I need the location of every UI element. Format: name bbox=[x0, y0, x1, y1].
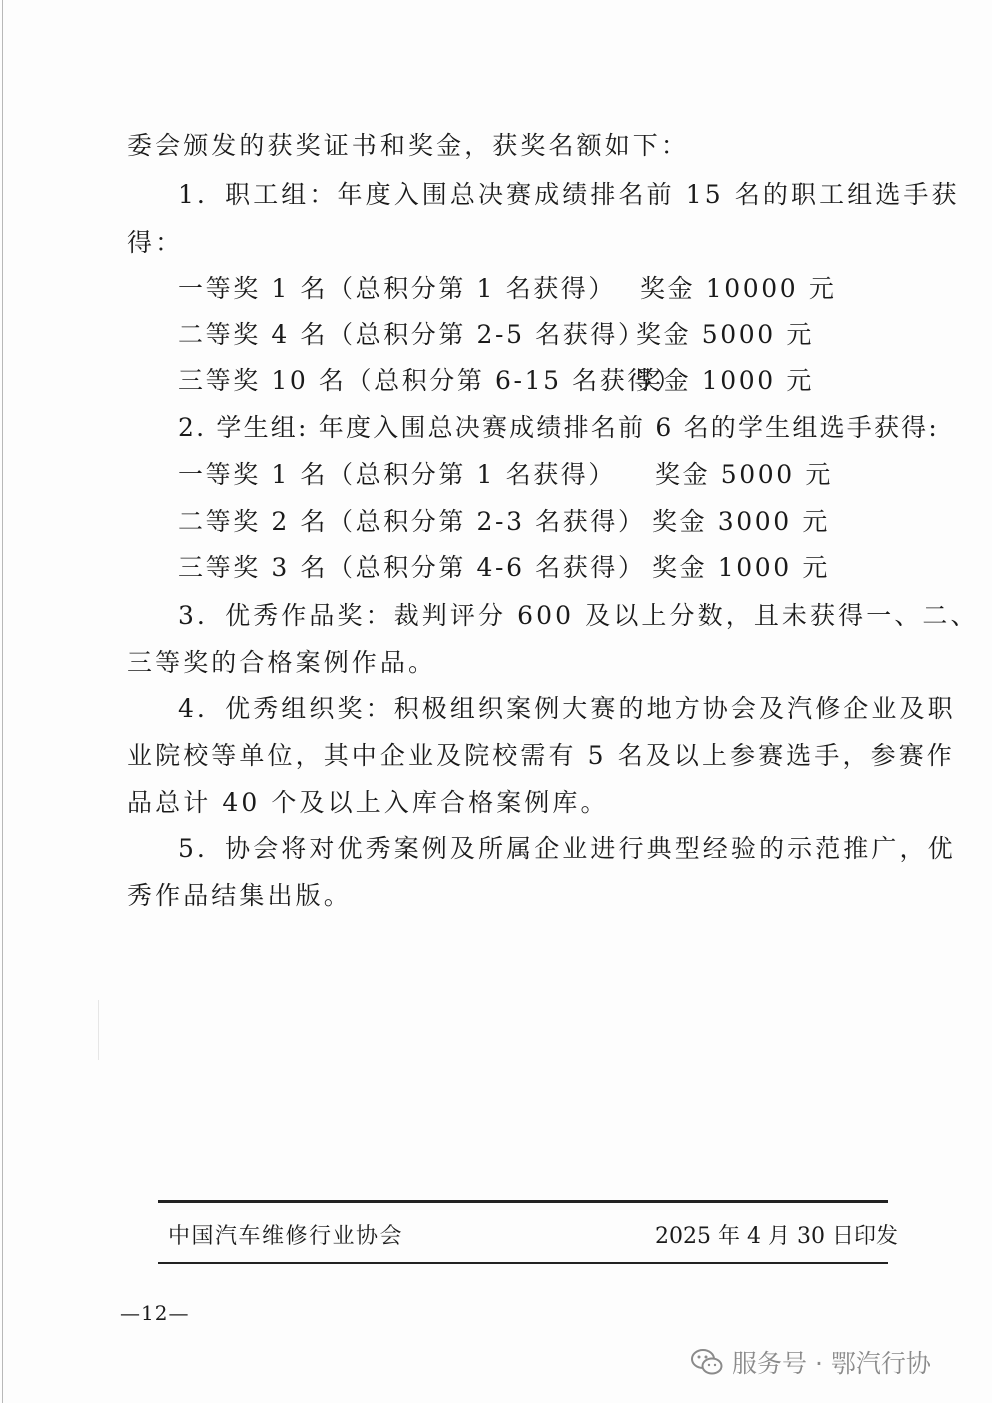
student-prize-2-label: 二等奖 2 名（总积分第 2-3 名获得） bbox=[178, 507, 646, 536]
student-prize-2-money: 奖金 3000 元 bbox=[652, 507, 830, 536]
watermark bbox=[690, 1344, 931, 1380]
scan-edge bbox=[2, 0, 3, 1403]
item-1-staff: 1．职工组：年度入围总决赛成绩排名前 15 名的职工组选手获 bbox=[178, 180, 960, 209]
student-prize-1-label: 一等奖 1 名（总积分第 1 名获得） bbox=[178, 460, 616, 489]
staff-prize-1-money: 奖金 10000 元 bbox=[640, 274, 837, 303]
body-line: 委会颁发的获奖证书和奖金，获奖名额如下： bbox=[127, 131, 690, 160]
page-number: —12— bbox=[120, 1301, 190, 1325]
staff-prize-2-money: 奖金 5000 元 bbox=[636, 320, 814, 349]
item-2-student: 2. 学生组: 年度入围总决赛成绩排名前 6 名的学生组选手获得: bbox=[178, 413, 939, 442]
item-1-staff-cont: 得： bbox=[127, 228, 184, 257]
item-4-organization-cont2: 品总计 40 个及以上入库合格案例库。 bbox=[127, 788, 609, 817]
student-prize-1-money: 奖金 5000 元 bbox=[655, 460, 833, 489]
staff-prize-3-money: 奖金 1000 元 bbox=[636, 366, 814, 395]
footer-date: 2025 年 4 月 30 日印发 bbox=[655, 1224, 898, 1249]
item-3-works: 3．优秀作品奖：裁判评分 600 及以上分数，且未获得一、二、 bbox=[178, 601, 979, 630]
student-prize-3-money: 奖金 1000 元 bbox=[652, 553, 830, 582]
footer-org: 中国汽车维修行业协会 bbox=[168, 1224, 404, 1249]
student-prize-3-label: 三等奖 3 名（总积分第 4-6 名获得） bbox=[178, 553, 646, 582]
item-4-organization: 4．优秀组织奖：积极组织案例大赛的地方协会及汽修企业及职 bbox=[178, 694, 956, 723]
staff-prize-1-label: 一等奖 1 名（总积分第 1 名获得） bbox=[178, 274, 616, 303]
scan-mark bbox=[98, 1000, 99, 1060]
item-4-organization-cont: 业院校等单位，其中企业及院校需有 5 名及以上参赛选手，参赛作 bbox=[127, 741, 955, 770]
watermark-text: 服务号 · 鄂汽行协 bbox=[732, 1349, 931, 1378]
item-5-promotion: 5．协会将对优秀案例及所属企业进行典型经验的示范推广，优 bbox=[178, 834, 956, 863]
footer-bottom-rule bbox=[158, 1262, 888, 1264]
footer-top-rule bbox=[158, 1200, 888, 1203]
staff-prize-3-label: 三等奖 10 名（总积分第 6-15 名获得） bbox=[178, 366, 683, 395]
staff-prize-2-label: 二等奖 4 名（总积分第 2-5 名获得） bbox=[178, 320, 646, 349]
wechat-icon bbox=[690, 1347, 724, 1377]
item-3-works-cont: 三等奖的合格案例作品。 bbox=[127, 648, 437, 677]
item-5-promotion-cont: 秀作品结集出版。 bbox=[127, 881, 352, 910]
